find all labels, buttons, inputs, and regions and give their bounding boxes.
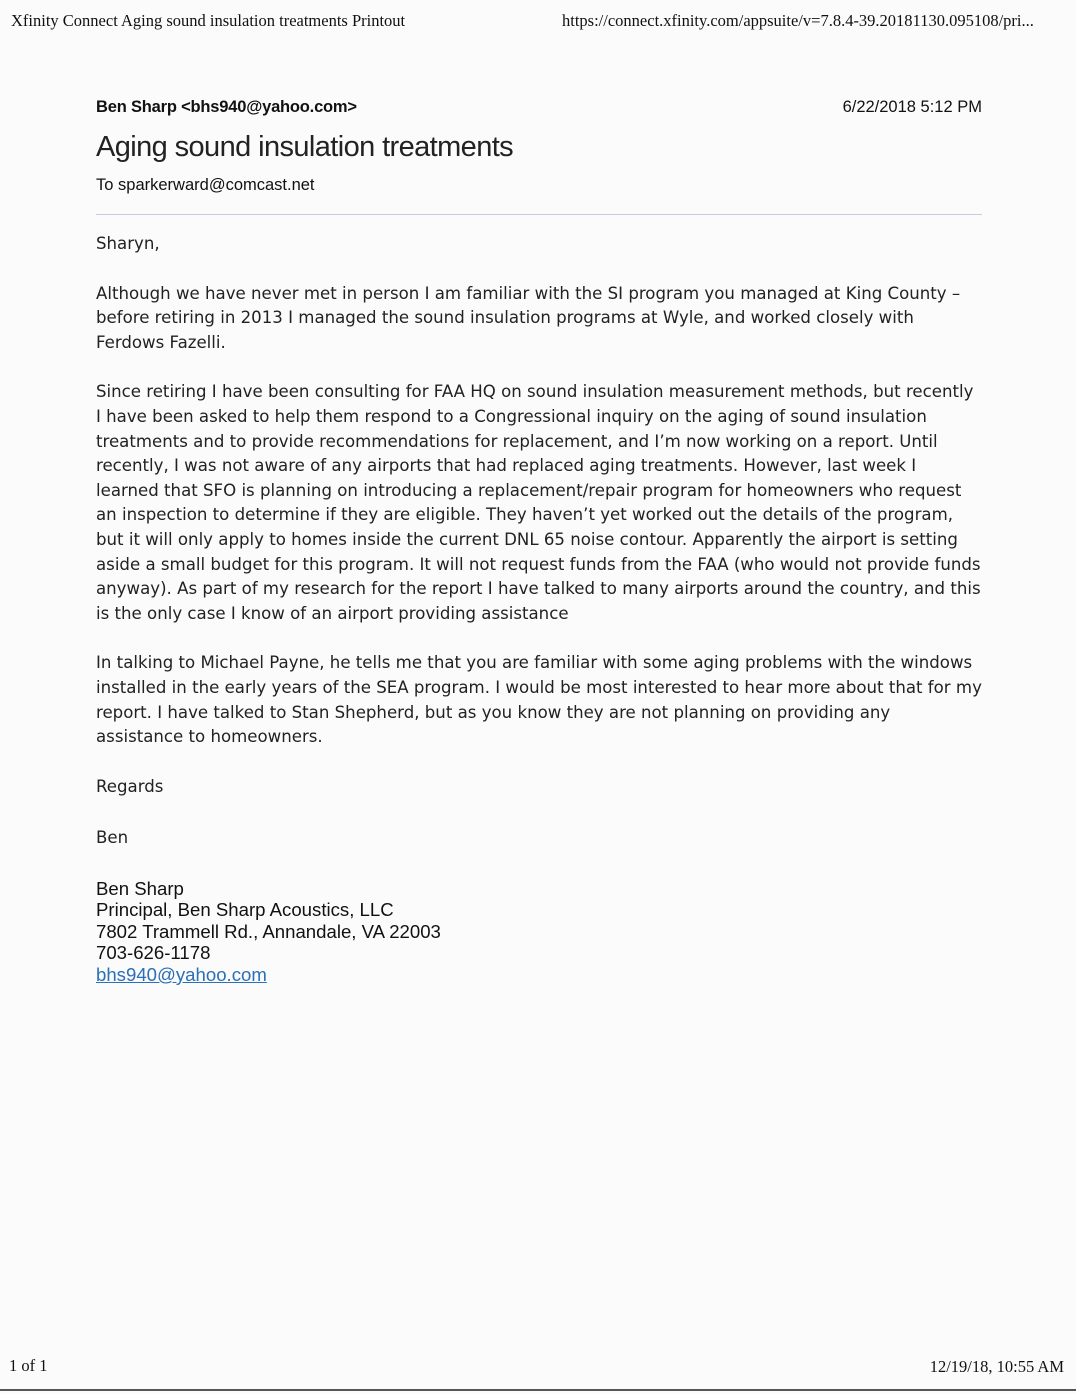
to-label: To (96, 176, 114, 194)
sender: Ben Sharp <bhs940@yahoo.com> (96, 98, 357, 116)
signature-block (96, 878, 982, 986)
email-subject: Aging sound insulation treatments (96, 131, 514, 163)
page-number: 1 of 1 (9, 1356, 48, 1375)
email-body (96, 232, 982, 851)
signature-email-link[interactable]: bhs940@yahoo.com (96, 963, 267, 985)
sent-date: 6/22/2018 5:12 PM (842, 98, 982, 116)
recipient: sparkerward@comcast.net (118, 176, 315, 194)
footer-rule (0, 1389, 1076, 1391)
signature-title: Principal, Ben Sharp Acoustics, LLC (96, 899, 394, 921)
sign-name: Ben (96, 828, 129, 848)
signature-name: Ben Sharp (96, 877, 184, 899)
print-timestamp: 12/19/18, 10:55 AM (929, 1357, 1064, 1376)
email-header (96, 98, 982, 117)
greeting: Sharyn, (96, 234, 160, 253)
print-header-title: Xfinity Connect Aging sound insulation treatments Printout (11, 11, 406, 30)
closing: Regards (96, 776, 164, 796)
body-paragraph-2: Since retiring I have been consulting for FAA HQ on sound insulation measurement methods, but recently I have been asked to help them respond to a Congressional inquiry on the aging of sound insulation treatments and to provide recommendations for replacement, and I’m now working on a report. Until recently, I was not aware of any airports that had replaced aging treatments. However, last week I learned that SFO is planning on introducing a replacement/repair program for homeowners who request an inspection to determine if they are eligible. They haven’t yet worked out the details of the program, but it will only apply to homes inside the current DNL 65 noise contour. Apparently the airport is setting aside a small budget for this program. It will not request funds from the FAA (who would not provide funds anyway). As part of my research for the report I have talked to many airports around the country, and this is the only case I know of an airport providing assistance (96, 382, 981, 623)
header-divider (96, 214, 982, 215)
print-header-url: https://connect.xfinity.com/appsuite/v=7.8.4-39.20181130.095108/pri... (562, 11, 1034, 30)
recipient-row (96, 176, 982, 195)
signature-address: 7802 Trammell Rd., Annandale, VA 22003 (96, 920, 441, 942)
email-message (96, 98, 982, 985)
signature-phone: 703-626-1178 (96, 942, 211, 964)
body-paragraph-3: In talking to Michael Payne, he tells me that you are familiar with some aging problems with the windows installed in the early years of the SEA program. I would be most interested to hear more about that for my report. I have talked to Stan Shepherd, but as you know they are not planning on providing any assistance to homeowners. (96, 653, 982, 747)
body-paragraph-1: Although we have never met in person I am familiar with the SI program you managed at King County – before retiring in 2013 I managed the sound insulation programs at Wyle, and worked closely with Ferdows Fazelli. (96, 283, 961, 352)
